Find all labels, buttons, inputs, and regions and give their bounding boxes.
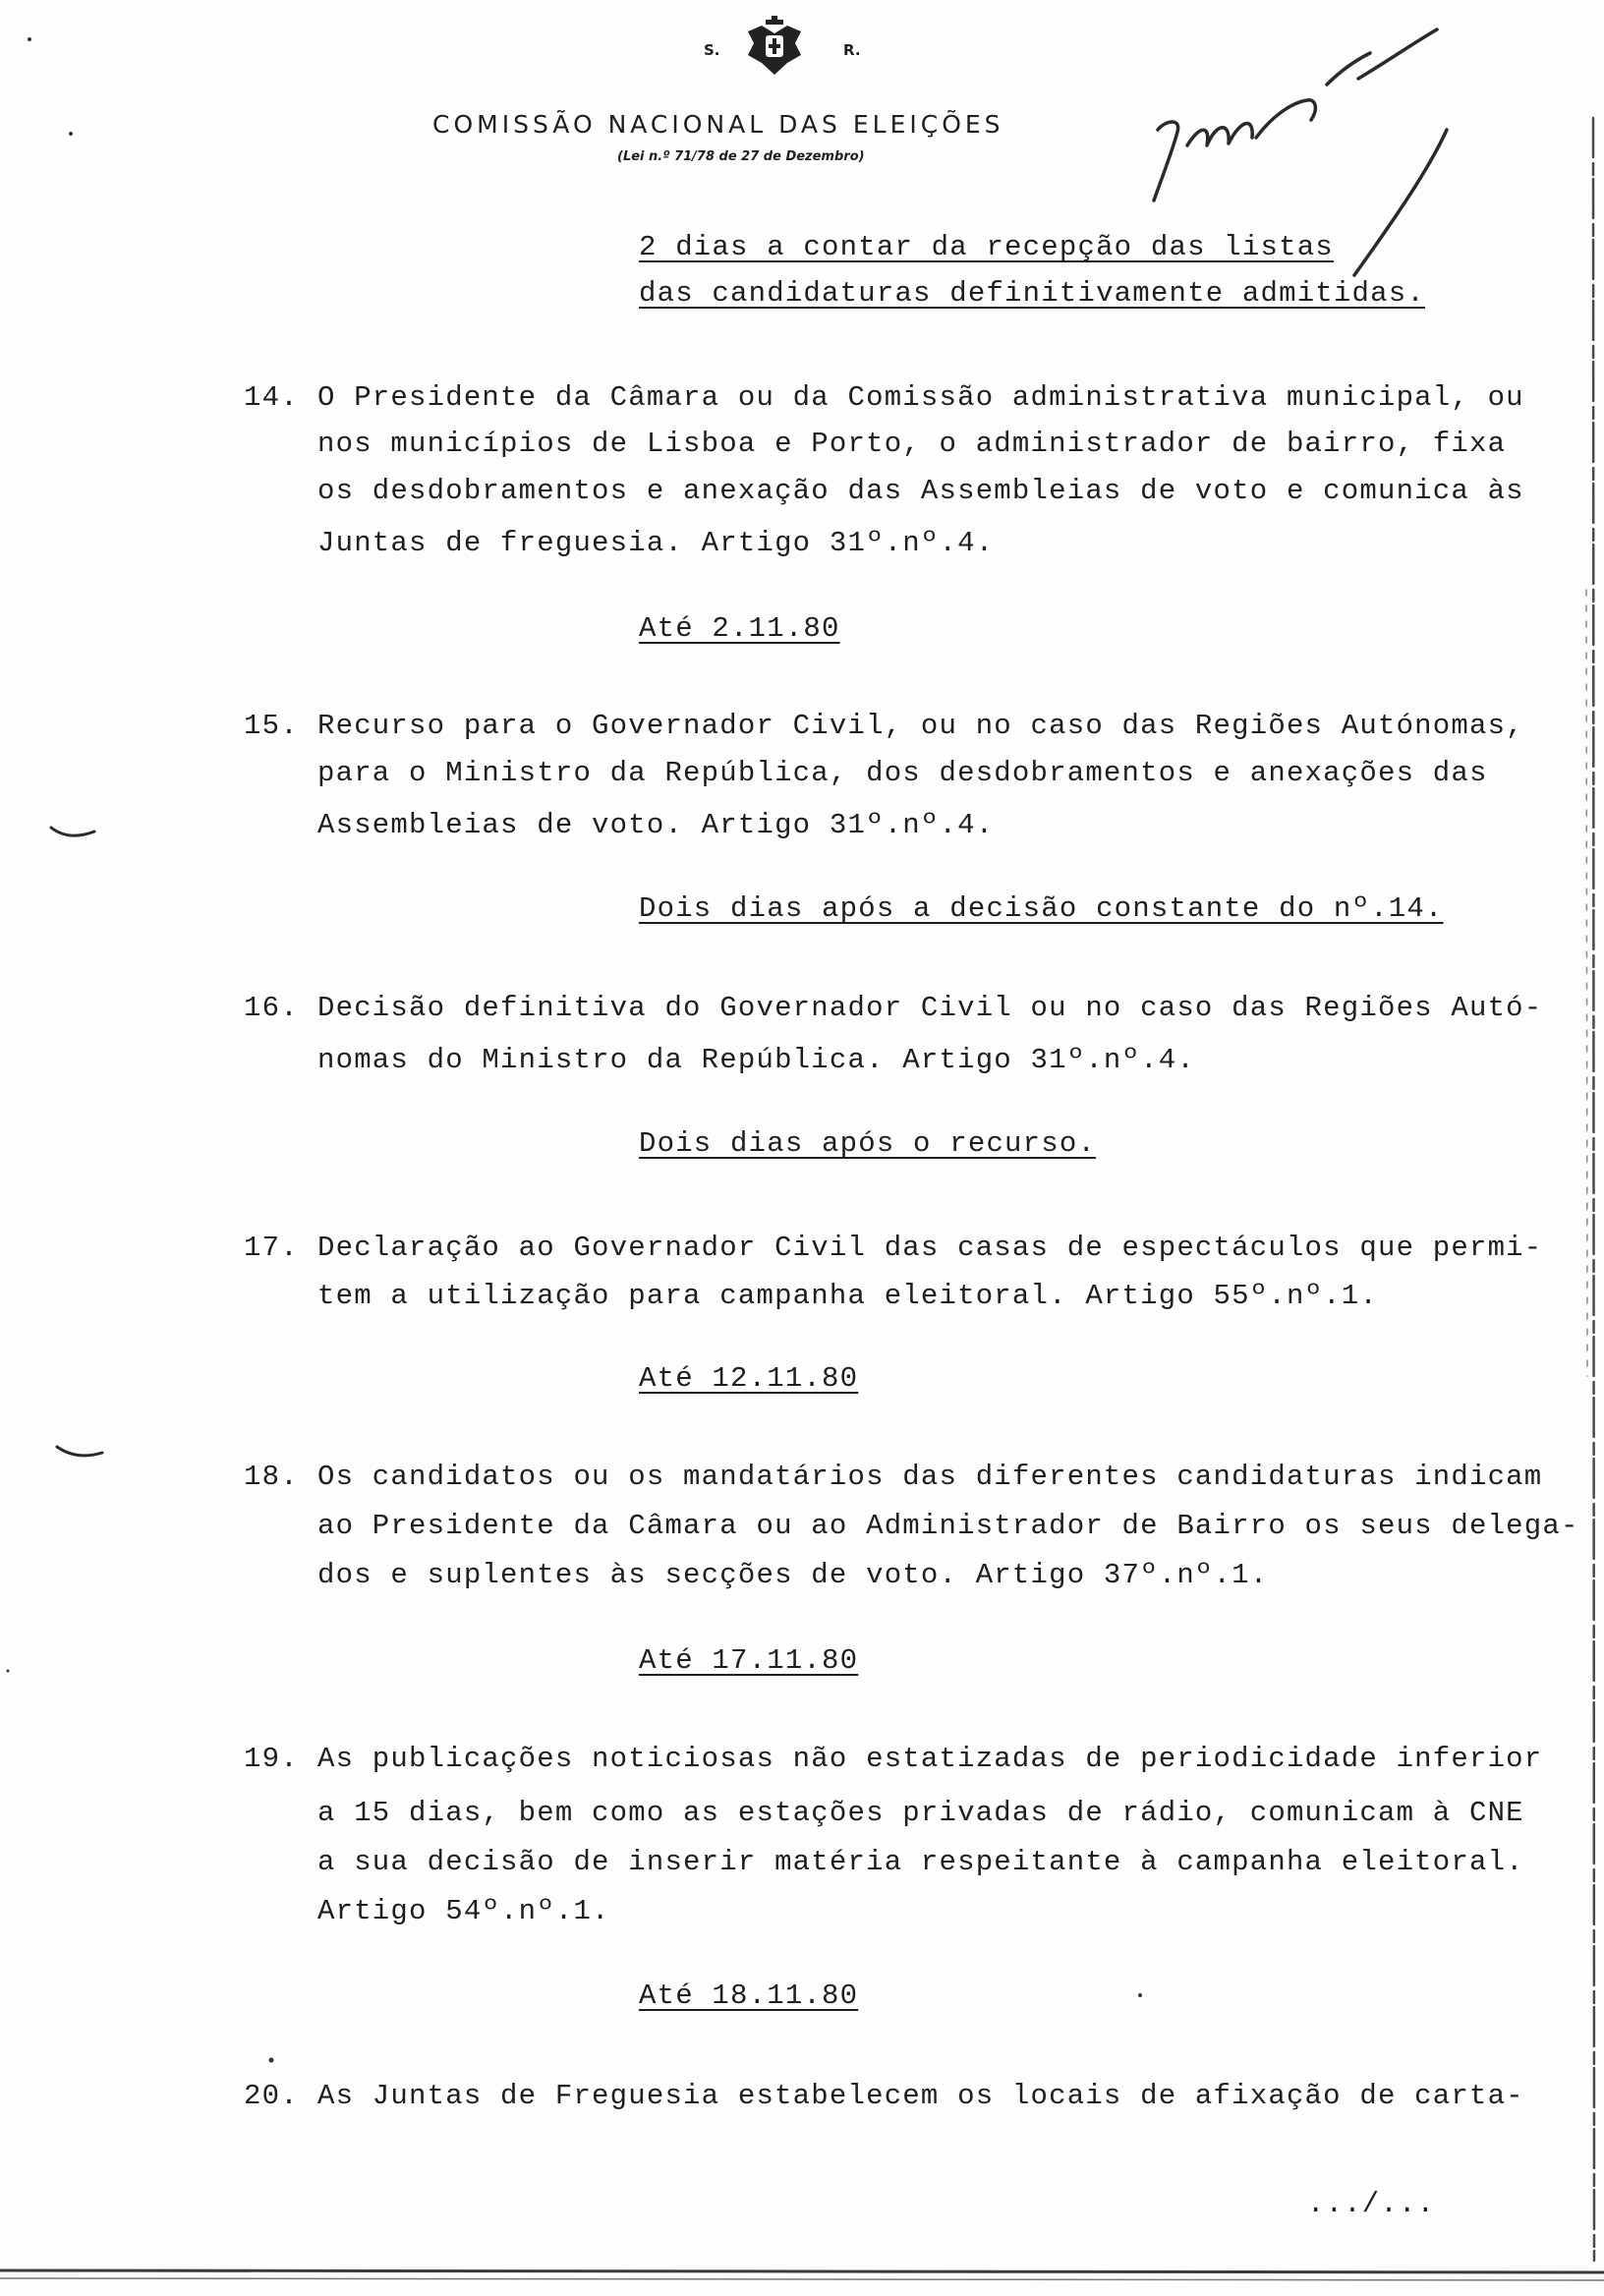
header-title: COMISSÃO NACIONAL DAS ELEIÇÕES [432, 110, 1004, 139]
item-19-line-3: a sua decisão de inserir matéria respeitante à campanha eleitoral. [317, 1846, 1524, 1878]
continuation-marker: .../... [1307, 2188, 1436, 2220]
item-18-number: 18. [244, 1461, 299, 1493]
header-right-letter: R. [843, 41, 861, 59]
item-20-line-1: As Juntas de Freguesia estabelecem os locais de afixação de carta- [317, 2080, 1524, 2112]
item-18-deadline: Até 17.11.80 [639, 1644, 859, 1677]
item-14-number: 14. [244, 381, 299, 414]
item-14-deadline: Até 2.11.80 [639, 612, 840, 645]
item-14-line-2: nos municípios de Lisboa e Porto, o administrador de bairro, fixa [317, 428, 1507, 460]
item-18-line-3: dos e suplentes às secções de voto. Artigo 37º.nº.1. [317, 1559, 1269, 1591]
item-14-line-4: Juntas de freguesia. Artigo 31º.nº.4. [317, 527, 995, 559]
item-14-line-3: os desdobramentos e anexação das Assembleias de voto e comunica às [317, 475, 1524, 507]
item-19-deadline: Até 18.11.80 [639, 1980, 859, 2012]
item-17-deadline: Até 12.11.80 [639, 1362, 859, 1395]
item-15-line-2: para o Ministro da República, dos desdobramentos e anexações das [317, 757, 1488, 789]
item-14-line-1: O Presidente da Câmara ou da Comissão administrativa municipal, ou [317, 381, 1524, 414]
item-16-deadline: Dois dias após o recurso. [639, 1127, 1097, 1160]
item-15-line-3: Assembleias de voto. Artigo 31º.nº.4. [317, 809, 995, 841]
header-subtitle: (Lei n.º 71/78 de 27 de Dezembro) [617, 149, 865, 164]
item-15-number: 15. [244, 710, 299, 742]
item-17-number: 17. [244, 1232, 299, 1264]
item-18-line-1: Os candidatos ou os mandatários das diferentes candidaturas indicam [317, 1461, 1543, 1493]
item-20-number: 20. [244, 2080, 299, 2112]
top-deadline-line-1: 2 dias a contar da recepção das listas [639, 231, 1334, 263]
item-16-number: 16. [244, 992, 299, 1024]
item-19-line-4: Artigo 54º.nº.1. [317, 1895, 610, 1927]
top-deadline-line-2: das candidaturas definitivamente admitidas. [639, 277, 1425, 310]
item-16-line-2: nomas do Ministro da República. Artigo 31º.nº.4. [317, 1044, 1195, 1076]
item-18-line-2: ao Presidente da Câmara ou ao Administrador de Bairro os seus delega- [317, 1510, 1579, 1542]
item-19-line-1: As publicações noticiosas não estatizadas de periodicidade inferior [317, 1743, 1543, 1775]
item-15-line-1: Recurso para o Governador Civil, ou no caso das Regiões Autónomas, [317, 710, 1524, 742]
item-16-line-1: Decisão definitiva do Governador Civil ou no caso das Regiões Autó- [317, 992, 1543, 1024]
item-17-line-2: tem a utilização para campanha eleitoral. Artigo 55º.nº.1. [317, 1280, 1378, 1312]
header-left-letter: S. [704, 41, 720, 59]
item-15-deadline: Dois dias após a decisão constante do nº.14. [639, 892, 1444, 925]
item-19-line-2: a 15 dias, bem como as estações privadas de rádio, comunicam à CNE [317, 1797, 1524, 1829]
item-17-line-1: Declaração ao Governador Civil das casas de espectáculos que permi- [317, 1232, 1543, 1264]
item-19-number: 19. [244, 1743, 299, 1775]
